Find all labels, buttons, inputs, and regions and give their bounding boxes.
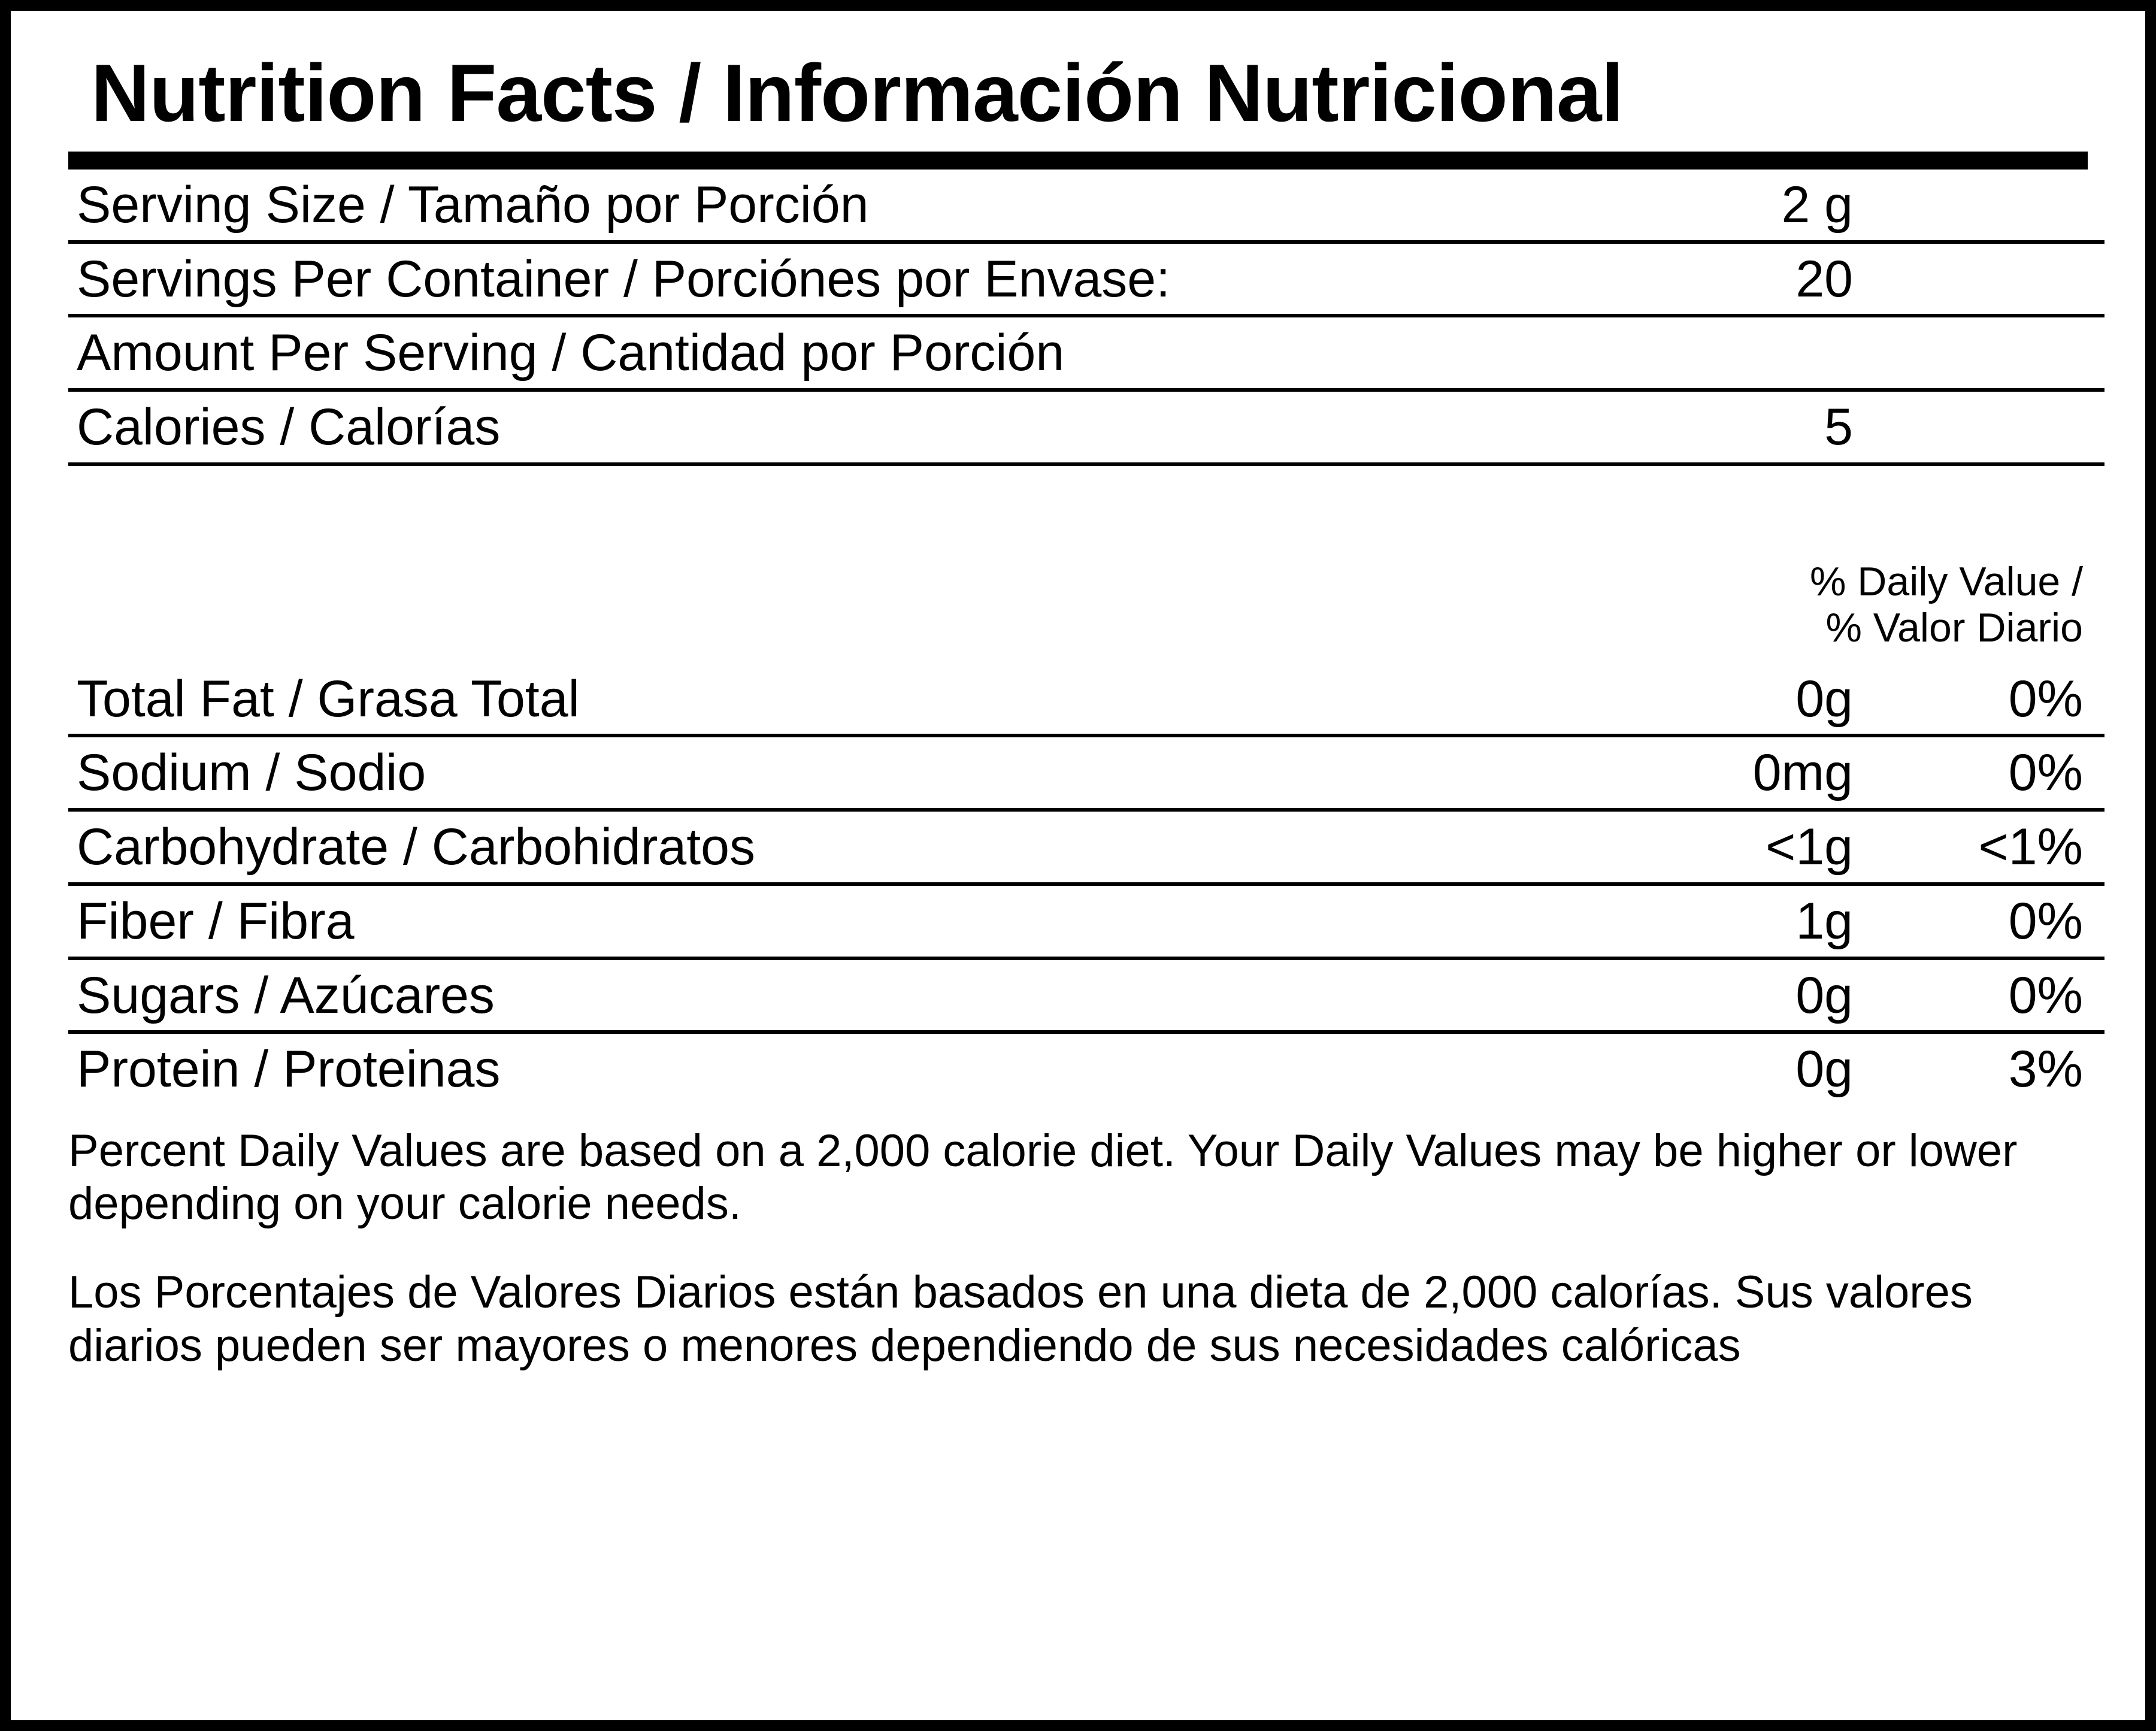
table-row <box>68 664 2104 736</box>
nutrient-label-fiber: Fiber / Fibra <box>68 884 1518 958</box>
nutrition-facts-table <box>68 170 2104 1104</box>
table-row <box>68 958 2104 1033</box>
table-row <box>68 884 2104 958</box>
nutrient-amount-sodium: 0mg <box>1518 736 1853 810</box>
calories-dv <box>1853 390 2104 464</box>
calories-label: Calories / Calorías <box>68 390 1518 464</box>
nutrient-dv-total-fat: 0% <box>1853 664 2104 736</box>
daily-value-header-row <box>68 464 2104 664</box>
table-row <box>68 1032 2104 1104</box>
serving-size-value: 2 g <box>1518 170 1853 242</box>
nutrient-label-sodium: Sodium / Sodio <box>68 736 1518 810</box>
daily-value-header <box>1810 559 2083 650</box>
serving-size-dv <box>1853 170 2104 242</box>
nutrient-dv-sodium: 0% <box>1853 736 2104 810</box>
table-row-calories <box>68 390 2104 464</box>
footnote-english: Percent Daily Values are based on a 2,000 calorie diet. Your Daily Values may be higher or lower depending on your calorie needs. <box>68 1125 2018 1230</box>
servings-per-container-value: 20 <box>1518 242 1853 316</box>
table-row-amount-per-serving <box>68 316 2104 390</box>
servings-per-container-dv <box>1853 242 2104 316</box>
daily-value-header-line2: % Valor Diario <box>1825 604 2083 650</box>
nutrient-label-sugars: Sugars / Azúcares <box>68 958 1518 1033</box>
title-divider <box>68 152 2088 170</box>
nutrient-label-total-fat: Total Fat / Grasa Total <box>68 664 1518 736</box>
nutrient-label-carbohydrate: Carbohydrate / Carbohidratos <box>68 810 1518 884</box>
table-row <box>68 810 2104 884</box>
nutrient-dv-carbohydrate: <1% <box>1853 810 2104 884</box>
nutrient-dv-fiber: 0% <box>1853 884 2104 958</box>
nutrient-dv-protein: 3% <box>2008 1040 2083 1098</box>
serving-size-label: Serving Size / Tamaño por Porción <box>68 170 1518 242</box>
calories-value: 5 <box>1518 390 1853 464</box>
servings-per-container-label: Servings Per Container / Porciónes por Envase: <box>68 242 1518 316</box>
amount-per-serving-label: Amount Per Serving / Cantidad por Porción <box>68 316 2104 390</box>
nutrient-amount-sugars: 0g <box>1518 958 1853 1033</box>
table-row-serving-size <box>68 170 2104 242</box>
nutrient-amount-protein: 0g <box>1795 1040 1853 1098</box>
daily-value-header-cell <box>68 464 2104 664</box>
footnote-spanish: Los Porcentajes de Valores Diarios están basados en una dieta de 2,000 calorías. Sus valores diarios pueden ser mayores o menores dependiendo de sus necesidades calóricas <box>68 1267 1973 1371</box>
footnotes <box>68 1125 2088 1372</box>
table-row <box>68 736 2104 810</box>
nutrient-amount-total-fat: 0g <box>1518 664 1853 736</box>
table-row-servings-per-container <box>68 242 2104 316</box>
nutrient-amount-fiber: 1g <box>1518 884 1853 958</box>
daily-value-header-line1: % Daily Value / <box>1809 559 2083 605</box>
page-title: Nutrition Facts / Información Nutricional <box>91 47 1624 138</box>
nutrient-amount-carbohydrate: <1g <box>1518 810 1853 884</box>
nutrient-dv-sugars: 0% <box>1853 958 2104 1033</box>
nutrient-label-protein: Protein / Proteinas <box>77 1040 501 1098</box>
